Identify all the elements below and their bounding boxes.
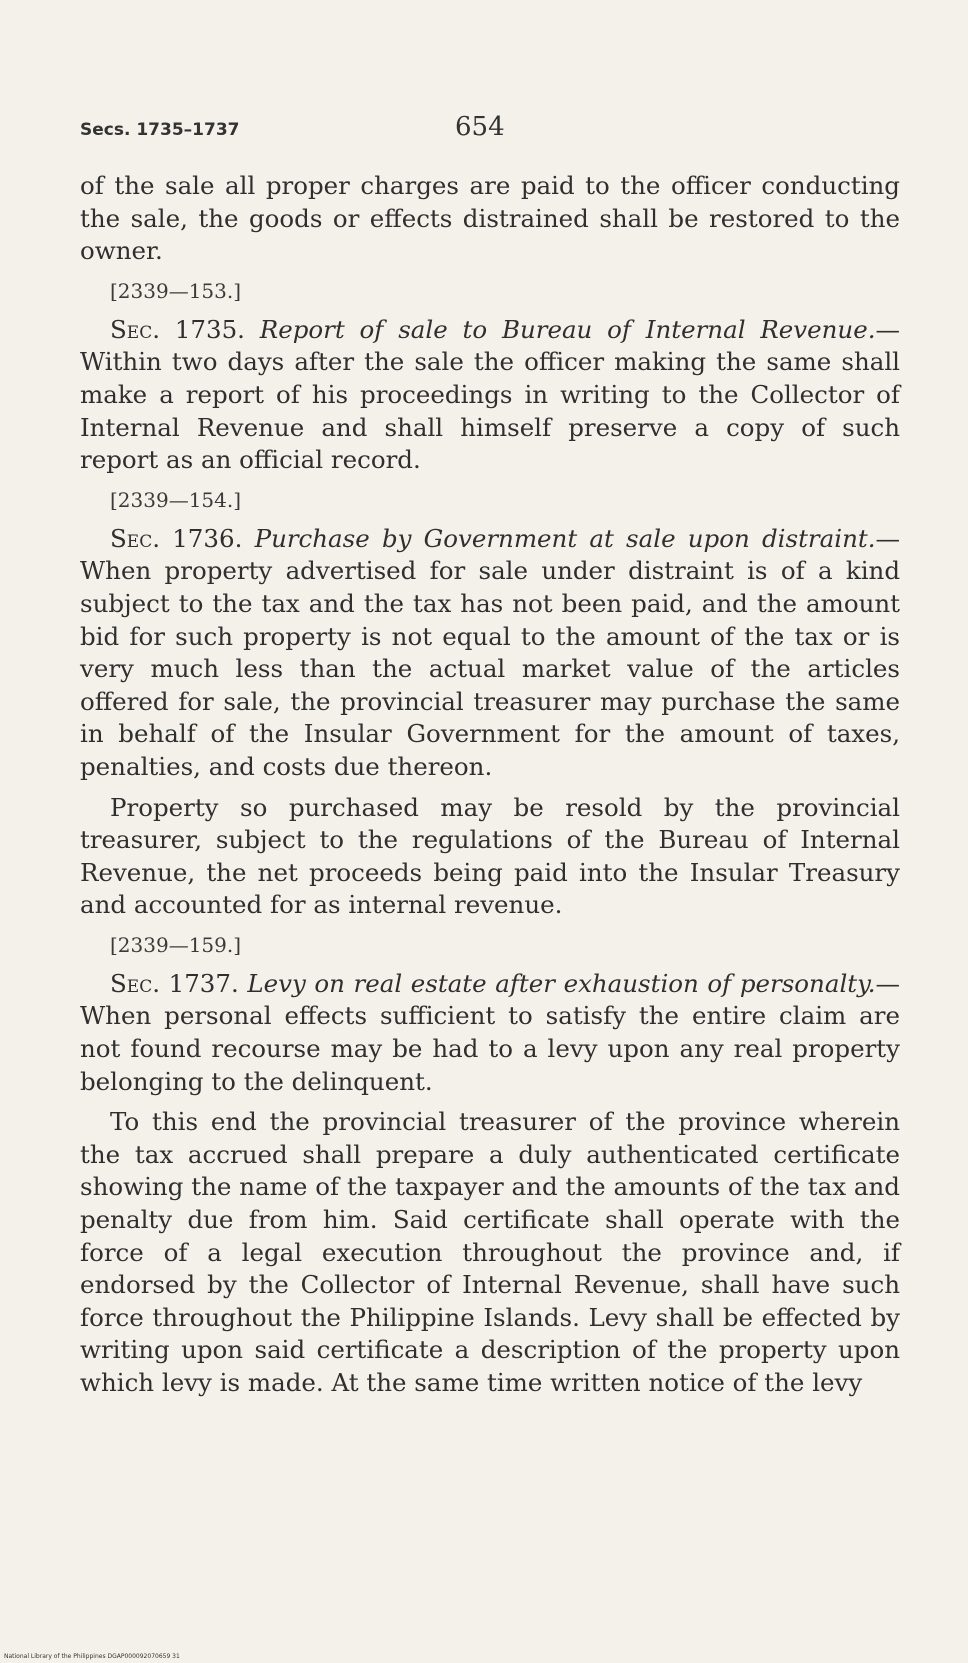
section-range: Secs. 1735–1737 bbox=[80, 120, 240, 140]
page-header bbox=[80, 112, 900, 152]
body-text bbox=[80, 170, 900, 1400]
section-1737-paragraph bbox=[80, 968, 900, 1098]
section-label: Sec. bbox=[110, 968, 160, 998]
section-1736-paragraph bbox=[80, 523, 900, 784]
continuation-paragraph: of the sale all proper charges are paid to the officer conducting the sale, the goods or effects distrained shall be restored to the owner. bbox=[80, 171, 900, 266]
section-1735-paragraph bbox=[80, 314, 900, 477]
section-1736-paragraph-2: Property so purchased may be resold by the provincial treasurer, subject to the regulations of the Bureau of Internal Revenue, the net proceeds being paid into the Insular Treasury and accounted for as internal revenue. bbox=[80, 792, 900, 920]
source-ref-1736: [2339—154.] bbox=[110, 487, 242, 512]
source-ref-1735: [2339—153.] bbox=[110, 278, 242, 303]
section-title: Purchase by Government at sale upon distraint. bbox=[254, 523, 876, 553]
section-number: 1735. bbox=[174, 314, 245, 344]
section-title: Report of sale to Bureau of Internal Revenue. bbox=[259, 314, 876, 344]
section-number: 1737. bbox=[168, 968, 239, 998]
section-1737-paragraph-2: To this end the provincial treasurer of the province wherein the tax accrued shall prepare a duly authenticated certificate showing the name of the taxpayer and the amounts of the tax and penalty due from him. Said certificate shall operate with the force of a legal execution throughout the province and, if endorsed by the Collector of Internal Revenue, shall have such force throughout the Philippine Islands. Levy shall be effected by writing upon said certificate a description of the property upon which levy is made. At the same time written notice of the levy bbox=[80, 1107, 900, 1397]
page-number: 654 bbox=[455, 112, 505, 142]
section-text: —When property advertised for sale under distraint is of a kind subject to the tax and the tax has not been paid, and the amount bid for such property is not equal to the amount of the tax or is very much less than the actual market value of the articles offered for sale, the provincial treasurer may purchase the same in behalf of the Insular Government for the amount of taxes, penalties, and costs due thereon. bbox=[80, 523, 900, 781]
scan-footer: National Library of the Philippines DGAP000092070659 31 bbox=[4, 1653, 180, 1660]
section-text: —When personal effects sufficient to satisfy the entire claim are not found recourse may be had to a levy upon any real property belonging to the delinquent. bbox=[80, 968, 900, 1096]
source-ref-1737: [2339—159.] bbox=[110, 932, 242, 957]
section-title: Levy on real estate after exhaustion of personalty. bbox=[247, 968, 876, 998]
section-label: Sec. bbox=[110, 523, 160, 553]
section-number: 1736. bbox=[172, 523, 243, 553]
section-text: —Within two days after the sale the officer making the same shall make a report of his proceedings in writing to the Collector of Internal Revenue and shall himself preserve a copy of such report as an official record. bbox=[80, 314, 900, 475]
section-label: Sec. bbox=[110, 314, 160, 344]
